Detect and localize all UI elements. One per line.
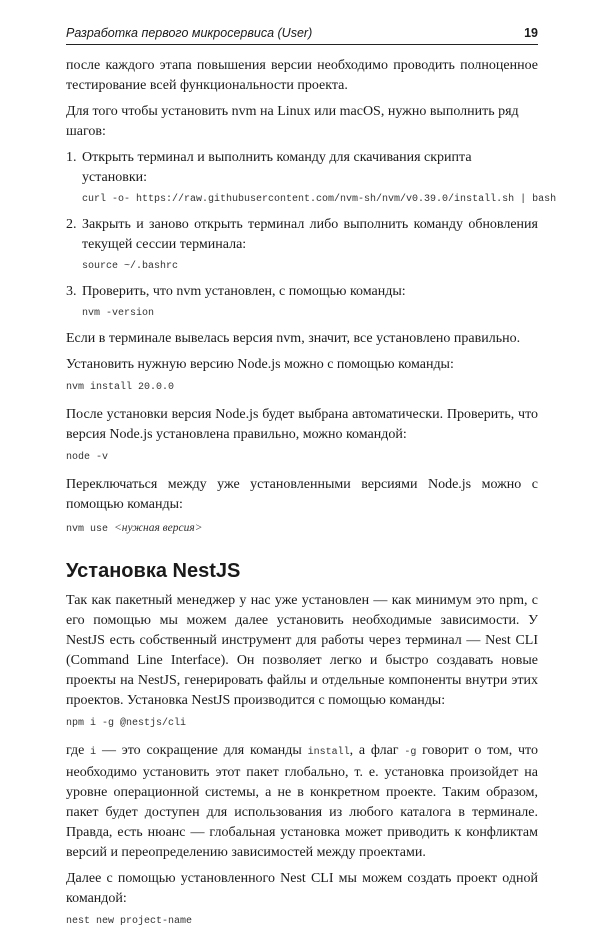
- code-block: nest new project-name: [66, 916, 193, 927]
- list-item: [66, 215, 538, 274]
- running-header: [66, 22, 538, 45]
- list-item-text: Проверить, что nvm установлен, с помощью команды:: [82, 284, 406, 299]
- list-number: 1.: [66, 150, 77, 165]
- paragraph: Установить нужную версию Node.js можно с помощью команды:: [66, 357, 454, 372]
- list-number: 3.: [66, 284, 77, 299]
- list-number: 2.: [66, 217, 77, 232]
- paragraph: после каждого этапа повышения версии необходимо проводить полноценное тестирование всей функциональности проекта.: [66, 58, 538, 93]
- paragraph: Так как пакетный менеджер у нас уже установлен — как минимум это npm, с его помощью мы можем далее установить необходимые зависимости. У NestJS есть собственный инструмент для работы через терминал — Nest CLI (Command Line Interface). Он позволяет легко и быстро создавать новые проекты на NestJS, генерировать файлы и отдельные компоненты внутри этих проектов. Установка NestJS производится с помощью команды:: [66, 593, 538, 708]
- paragraph: Если в терминале вывелась версия nvm, значит, все установлено правильно.: [66, 331, 521, 346]
- list-item: [66, 148, 557, 207]
- inline-code: i: [90, 747, 97, 758]
- inline-code: -g: [404, 747, 417, 758]
- text-run: говорит о том, что необходимо установить этот пакет глобально, т. е. установка произойдет на уровне операционной системы, а не в конкретном проекте. Таким образом, пакет будет доступен для использования из любого каталога в терминале. Правда, есть нюанс — глобальная установка может приводить к конфликтам версий и переопределению зависимостей между проектами.: [66, 743, 538, 860]
- code-block: nvm install 20.0.0: [66, 382, 175, 393]
- paragraph: Далее с помощью установленного Nest CLI мы можем создать проект одной командой:: [66, 871, 538, 906]
- page-body: [66, 56, 557, 939]
- inline-code: install: [307, 747, 350, 758]
- list-item-text: Открыть терминал и выполнить команду для скачивания скрипта установки:: [82, 150, 472, 185]
- list-item: [66, 282, 538, 321]
- page-number: 19: [524, 26, 538, 40]
- section-heading: Установка NestJS: [66, 560, 241, 582]
- code-placeholder: <нужная версия>: [114, 522, 203, 534]
- paragraph: Для того чтобы установить nvm на Linux или macOS, нужно выполнить ряд шагов:: [66, 104, 519, 139]
- list-item-text: Закрыть и заново открыть терминал либо выполнить команду обновления текущей сессии терминала:: [82, 217, 538, 252]
- text-run: — это сокращение для команды: [96, 743, 308, 758]
- code-block: source ~/.bashrc: [82, 261, 179, 272]
- code-block: [66, 521, 538, 537]
- code-block: node -v: [66, 452, 109, 463]
- paragraph: [66, 741, 538, 863]
- code-block: nvm -version: [82, 308, 155, 319]
- code-block: npm i -g @nestjs/cli: [66, 718, 187, 729]
- paragraph: После установки версия Node.js будет выбрана автоматически. Проверить, что версия Node.js установлена правильно, можно командой:: [66, 407, 538, 442]
- paragraph: Переключаться между уже установленными версиями Node.js можно с помощью команды:: [66, 477, 538, 512]
- code-block: curl -o- https://raw.githubusercontent.com/nvm-sh/nvm/v0.39.0/install.sh | bash: [82, 194, 557, 205]
- running-title: Разработка первого микросервиса (User): [66, 26, 313, 40]
- text-run: , а флаг: [349, 743, 405, 758]
- install-steps-list: [66, 148, 557, 321]
- code-text: nvm use: [66, 524, 115, 535]
- text-run: где: [66, 743, 91, 758]
